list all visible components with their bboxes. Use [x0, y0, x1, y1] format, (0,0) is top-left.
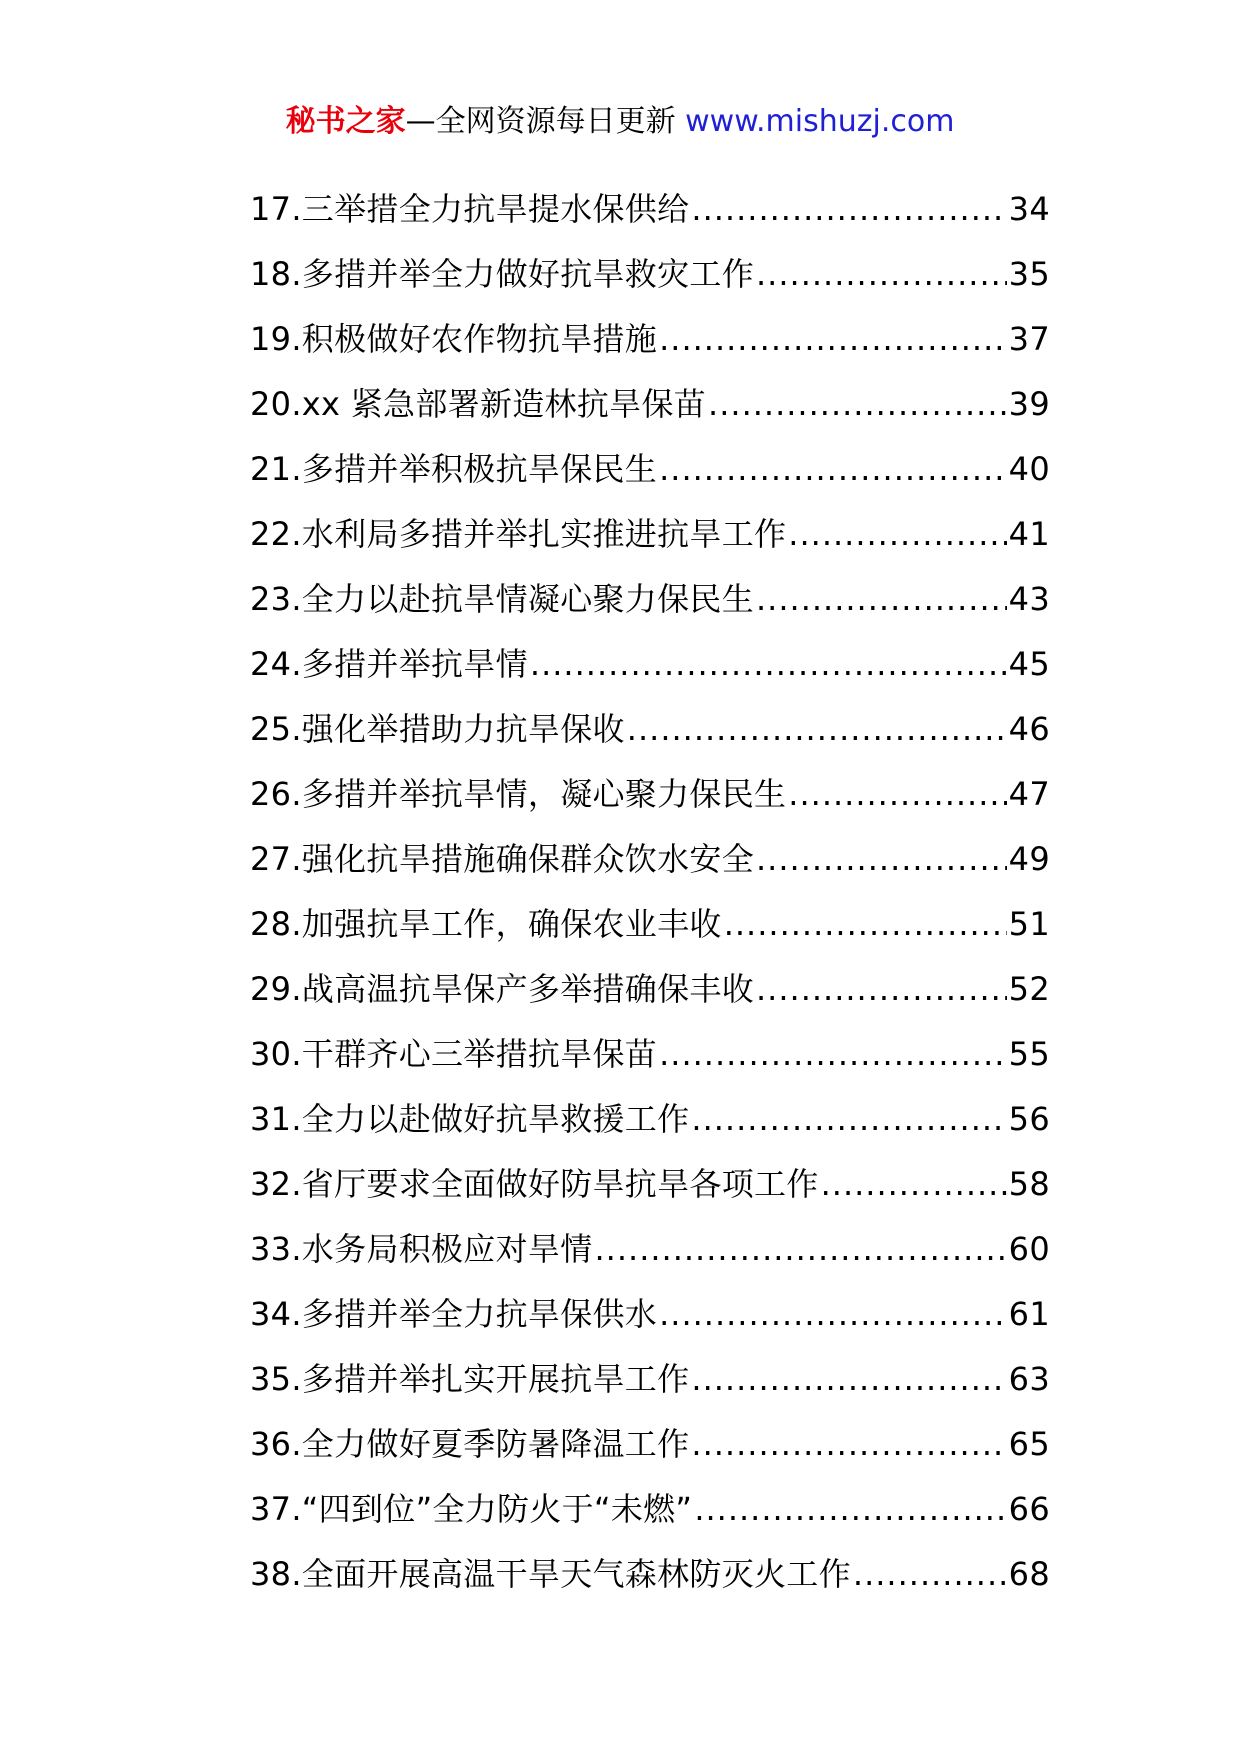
toc-entry-page: 63 — [1008, 1360, 1050, 1398]
toc-entry-title: 23.全力以赴抗旱情凝心聚力保民生 — [250, 580, 754, 618]
toc-dot-leader — [627, 707, 1007, 751]
toc-entry-page: 41 — [1008, 515, 1050, 553]
toc-entry-title: 36.全力做好夏季防暑降温工作 — [250, 1425, 690, 1463]
toc-entry[interactable] — [250, 1271, 1050, 1336]
toc-entry-title: 25.强化举措助力抗旱保收 — [250, 710, 625, 748]
toc-entry[interactable] — [250, 621, 1050, 686]
toc-entry-title: 19.积极做好农作物抗旱措施 — [250, 320, 658, 358]
toc-dot-leader — [530, 642, 1007, 686]
toc-dot-leader — [595, 1227, 1007, 1271]
toc-entry[interactable] — [250, 556, 1050, 621]
toc-dot-leader — [659, 317, 1007, 361]
header-tagline: —全网资源每日更新 — [405, 104, 676, 139]
toc-entry-title: 28.加强抗旱工作，确保农业丰收 — [250, 905, 722, 943]
table-of-contents — [250, 166, 1050, 1596]
toc-entry[interactable] — [250, 881, 1050, 946]
toc-dot-leader — [691, 187, 1006, 231]
toc-dot-leader — [853, 1552, 1007, 1596]
toc-entry-title: 21.多措并举积极抗旱保民生 — [250, 450, 658, 488]
toc-entry-title: 32.省厅要求全面做好防旱抗旱各项工作 — [250, 1165, 819, 1203]
toc-entry-title: 26.多措并举抗旱情，凝心聚力保民生 — [250, 775, 787, 813]
toc-entry[interactable] — [250, 1141, 1050, 1206]
toc-entry[interactable] — [250, 946, 1050, 1011]
toc-entry-title: 30.干群齐心三举措抗旱保苗 — [250, 1035, 658, 1073]
toc-dot-leader — [724, 902, 1007, 946]
page-header — [0, 102, 1240, 142]
toc-entry[interactable] — [250, 751, 1050, 816]
toc-entry-page: 65 — [1008, 1425, 1050, 1463]
toc-entry[interactable] — [250, 1401, 1050, 1466]
toc-entry-page: 56 — [1008, 1100, 1050, 1138]
toc-entry-page: 61 — [1008, 1295, 1050, 1333]
toc-dot-leader — [691, 1422, 1006, 1466]
toc-entry-page: 66 — [1008, 1490, 1050, 1528]
toc-entry-title: 20.xx 紧急部署新造林抗旱保苗 — [250, 385, 707, 423]
toc-entry-page: 35 — [1008, 255, 1050, 293]
toc-entry[interactable] — [250, 426, 1050, 491]
toc-dot-leader — [756, 577, 1007, 621]
toc-entry-page: 46 — [1008, 710, 1050, 748]
toc-dot-leader — [756, 837, 1007, 881]
toc-dot-leader — [659, 447, 1007, 491]
header-brand: 秘书之家 — [285, 104, 406, 139]
toc-dot-leader — [756, 967, 1007, 1011]
toc-entry-page: 51 — [1008, 905, 1050, 943]
toc-dot-leader — [659, 1292, 1007, 1336]
toc-entry-page: 40 — [1008, 450, 1050, 488]
toc-dot-leader — [756, 252, 1007, 296]
toc-entry-page: 60 — [1008, 1230, 1050, 1268]
toc-entry-title: 38.全面开展高温干旱天气森林防灭火工作 — [250, 1555, 851, 1593]
toc-entry[interactable] — [250, 296, 1050, 361]
toc-entry[interactable] — [250, 1336, 1050, 1401]
toc-entry-title: 33.水务局积极应对旱情 — [250, 1230, 593, 1268]
toc-entry[interactable] — [250, 361, 1050, 426]
toc-entry-title: 18.多措并举全力做好抗旱救灾工作 — [250, 255, 754, 293]
toc-entry[interactable] — [250, 1011, 1050, 1076]
toc-entry-page: 68 — [1008, 1555, 1050, 1593]
toc-entry[interactable] — [250, 1466, 1050, 1531]
toc-entry-title: 31.全力以赴做好抗旱救援工作 — [250, 1100, 690, 1138]
toc-entry-title: 24.多措并举抗旱情 — [250, 645, 528, 683]
toc-entry[interactable] — [250, 1076, 1050, 1141]
toc-entry-title: 17.三举措全力抗旱提水保供给 — [250, 190, 690, 228]
toc-dot-leader — [788, 512, 1006, 556]
toc-entry-page: 55 — [1008, 1035, 1050, 1073]
toc-entry[interactable] — [250, 1206, 1050, 1271]
toc-entry-page: 45 — [1008, 645, 1050, 683]
toc-entry-page: 58 — [1008, 1165, 1050, 1203]
toc-entry-page: 34 — [1008, 190, 1050, 228]
toc-entry[interactable] — [250, 1531, 1050, 1596]
toc-entry[interactable] — [250, 816, 1050, 881]
toc-entry-title: 37.“四到位”全力防火于“未燃” — [250, 1490, 693, 1528]
toc-dot-leader — [659, 1032, 1007, 1076]
header-site-link[interactable]: www.mishuzj.com — [685, 104, 955, 139]
toc-entry-title: 35.多措并举扎实开展抗旱工作 — [250, 1360, 690, 1398]
toc-entry-page: 37 — [1008, 320, 1050, 358]
toc-entry[interactable] — [250, 686, 1050, 751]
toc-dot-leader — [788, 772, 1006, 816]
toc-dot-leader — [691, 1357, 1006, 1401]
toc-entry[interactable] — [250, 166, 1050, 231]
toc-dot-leader — [708, 382, 1007, 426]
toc-entry-page: 49 — [1008, 840, 1050, 878]
toc-entry-title: 34.多措并举全力抗旱保供水 — [250, 1295, 658, 1333]
toc-entry-page: 47 — [1008, 775, 1050, 813]
toc-dot-leader — [821, 1162, 1007, 1206]
toc-dot-leader — [694, 1487, 1006, 1531]
toc-entry[interactable] — [250, 491, 1050, 556]
toc-entry[interactable] — [250, 231, 1050, 296]
toc-entry-page: 43 — [1008, 580, 1050, 618]
toc-entry-title: 22.水利局多措并举扎实推进抗旱工作 — [250, 515, 787, 553]
toc-entry-title: 27.强化抗旱措施确保群众饮水安全 — [250, 840, 754, 878]
toc-entry-page: 52 — [1008, 970, 1050, 1008]
toc-entry-page: 39 — [1008, 385, 1050, 423]
toc-entry-title: 29.战高温抗旱保产多举措确保丰收 — [250, 970, 754, 1008]
toc-dot-leader — [691, 1097, 1006, 1141]
